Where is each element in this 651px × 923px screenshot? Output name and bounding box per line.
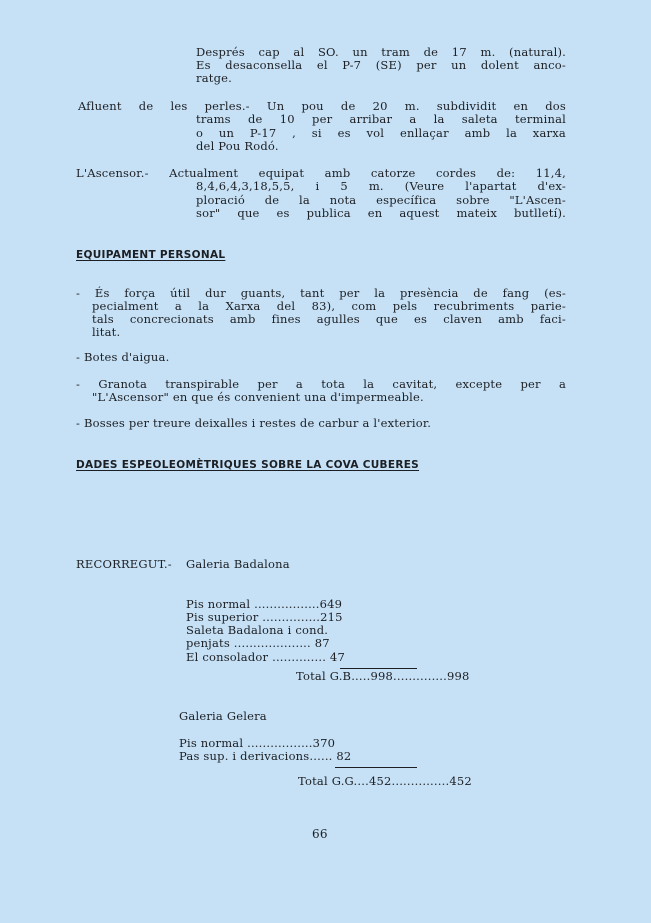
ascensor-line: ploració de la nota específica sobre "L'Ascen- [196, 193, 566, 207]
recorregut-label: RECORREGUT.- [76, 557, 172, 571]
galeria-badalona-title: Galeria Badalona [186, 557, 290, 571]
intro-line: Després cap al SO. un tram de 17 m. (natural). [196, 45, 566, 59]
galeria-gelera-total: Total G.G....452...............452 [298, 774, 472, 788]
subtotal-rule [335, 767, 417, 768]
galeria-gelera-row: Pis normal .................370 [179, 736, 336, 750]
page-number: 66 [312, 827, 328, 841]
galeria-badalona-row: Pis superior ...............215 [186, 610, 343, 624]
section-heading-dades: DADES ESPEOLEOMÈTRIQUES SOBRE LA COVA CUBERES [76, 459, 420, 471]
section-heading-equipament: EQUIPAMENT PERSONAL [76, 249, 226, 261]
galeria-badalona-row: Saleta Badalona i cond. [186, 623, 329, 637]
galeria-gelera-row: Pas sup. i derivacions...... 82 [179, 749, 352, 763]
equipament-item-line: - Bosses per treure deixalles i restes de carbur a l'exterior. [76, 416, 432, 430]
ascensor-line: sor" que es publica en aquest mateix butlletí). [196, 206, 566, 220]
afluent-line: o un P-17 , si es vol enllaçar amb la xarxa [196, 126, 566, 140]
equipament-item-line: - Granota transpirable per a tota la cavitat, excepte per a [76, 377, 566, 391]
intro-line: ratge. [196, 71, 232, 85]
galeria-gelera-title: Galeria Gelera [179, 709, 267, 723]
equipament-item-line: - És força útil dur guants, tant per la presència de fang (es- [76, 286, 566, 300]
afluent-line: del Pou Rodó. [196, 139, 279, 153]
afluent-lead: Afluent de les perles.- Un pou de 20 m. subdividit en dos [78, 99, 566, 113]
galeria-badalona-row: Pis normal .................649 [186, 597, 343, 611]
afluent-line: trams de 10 per arribar a la saleta terminal [196, 112, 566, 126]
galeria-badalona-row: El consolador .............. 47 [186, 650, 345, 664]
equipament-item-line: pecialment a la Xarxa del 83), com pels recubriments parie- [92, 299, 566, 313]
equipament-item-line: "L'Ascensor" en que és convenient una d'impermeable. [92, 390, 424, 404]
equipament-item-line: - Botes d'aigua. [76, 350, 170, 364]
ascensor-lead: L'Ascensor.- Actualment equipat amb catorze cordes de: 11,4, [76, 166, 566, 180]
intro-line: Es desaconsella el P-7 (SE) per un dolent anco- [196, 58, 566, 72]
equipament-item-line: litat. [92, 325, 121, 339]
ascensor-line: 8,4,6,4,3,18,5,5, i 5 m. (Veure l'apartat d'ex- [196, 179, 566, 193]
equipament-item-line: tals concrecionats amb fines agulles que es claven amb faci- [92, 312, 566, 326]
galeria-badalona-total: Total G.B.....998..............998 [296, 669, 470, 683]
galeria-badalona-row: penjats .................... 87 [186, 636, 330, 650]
